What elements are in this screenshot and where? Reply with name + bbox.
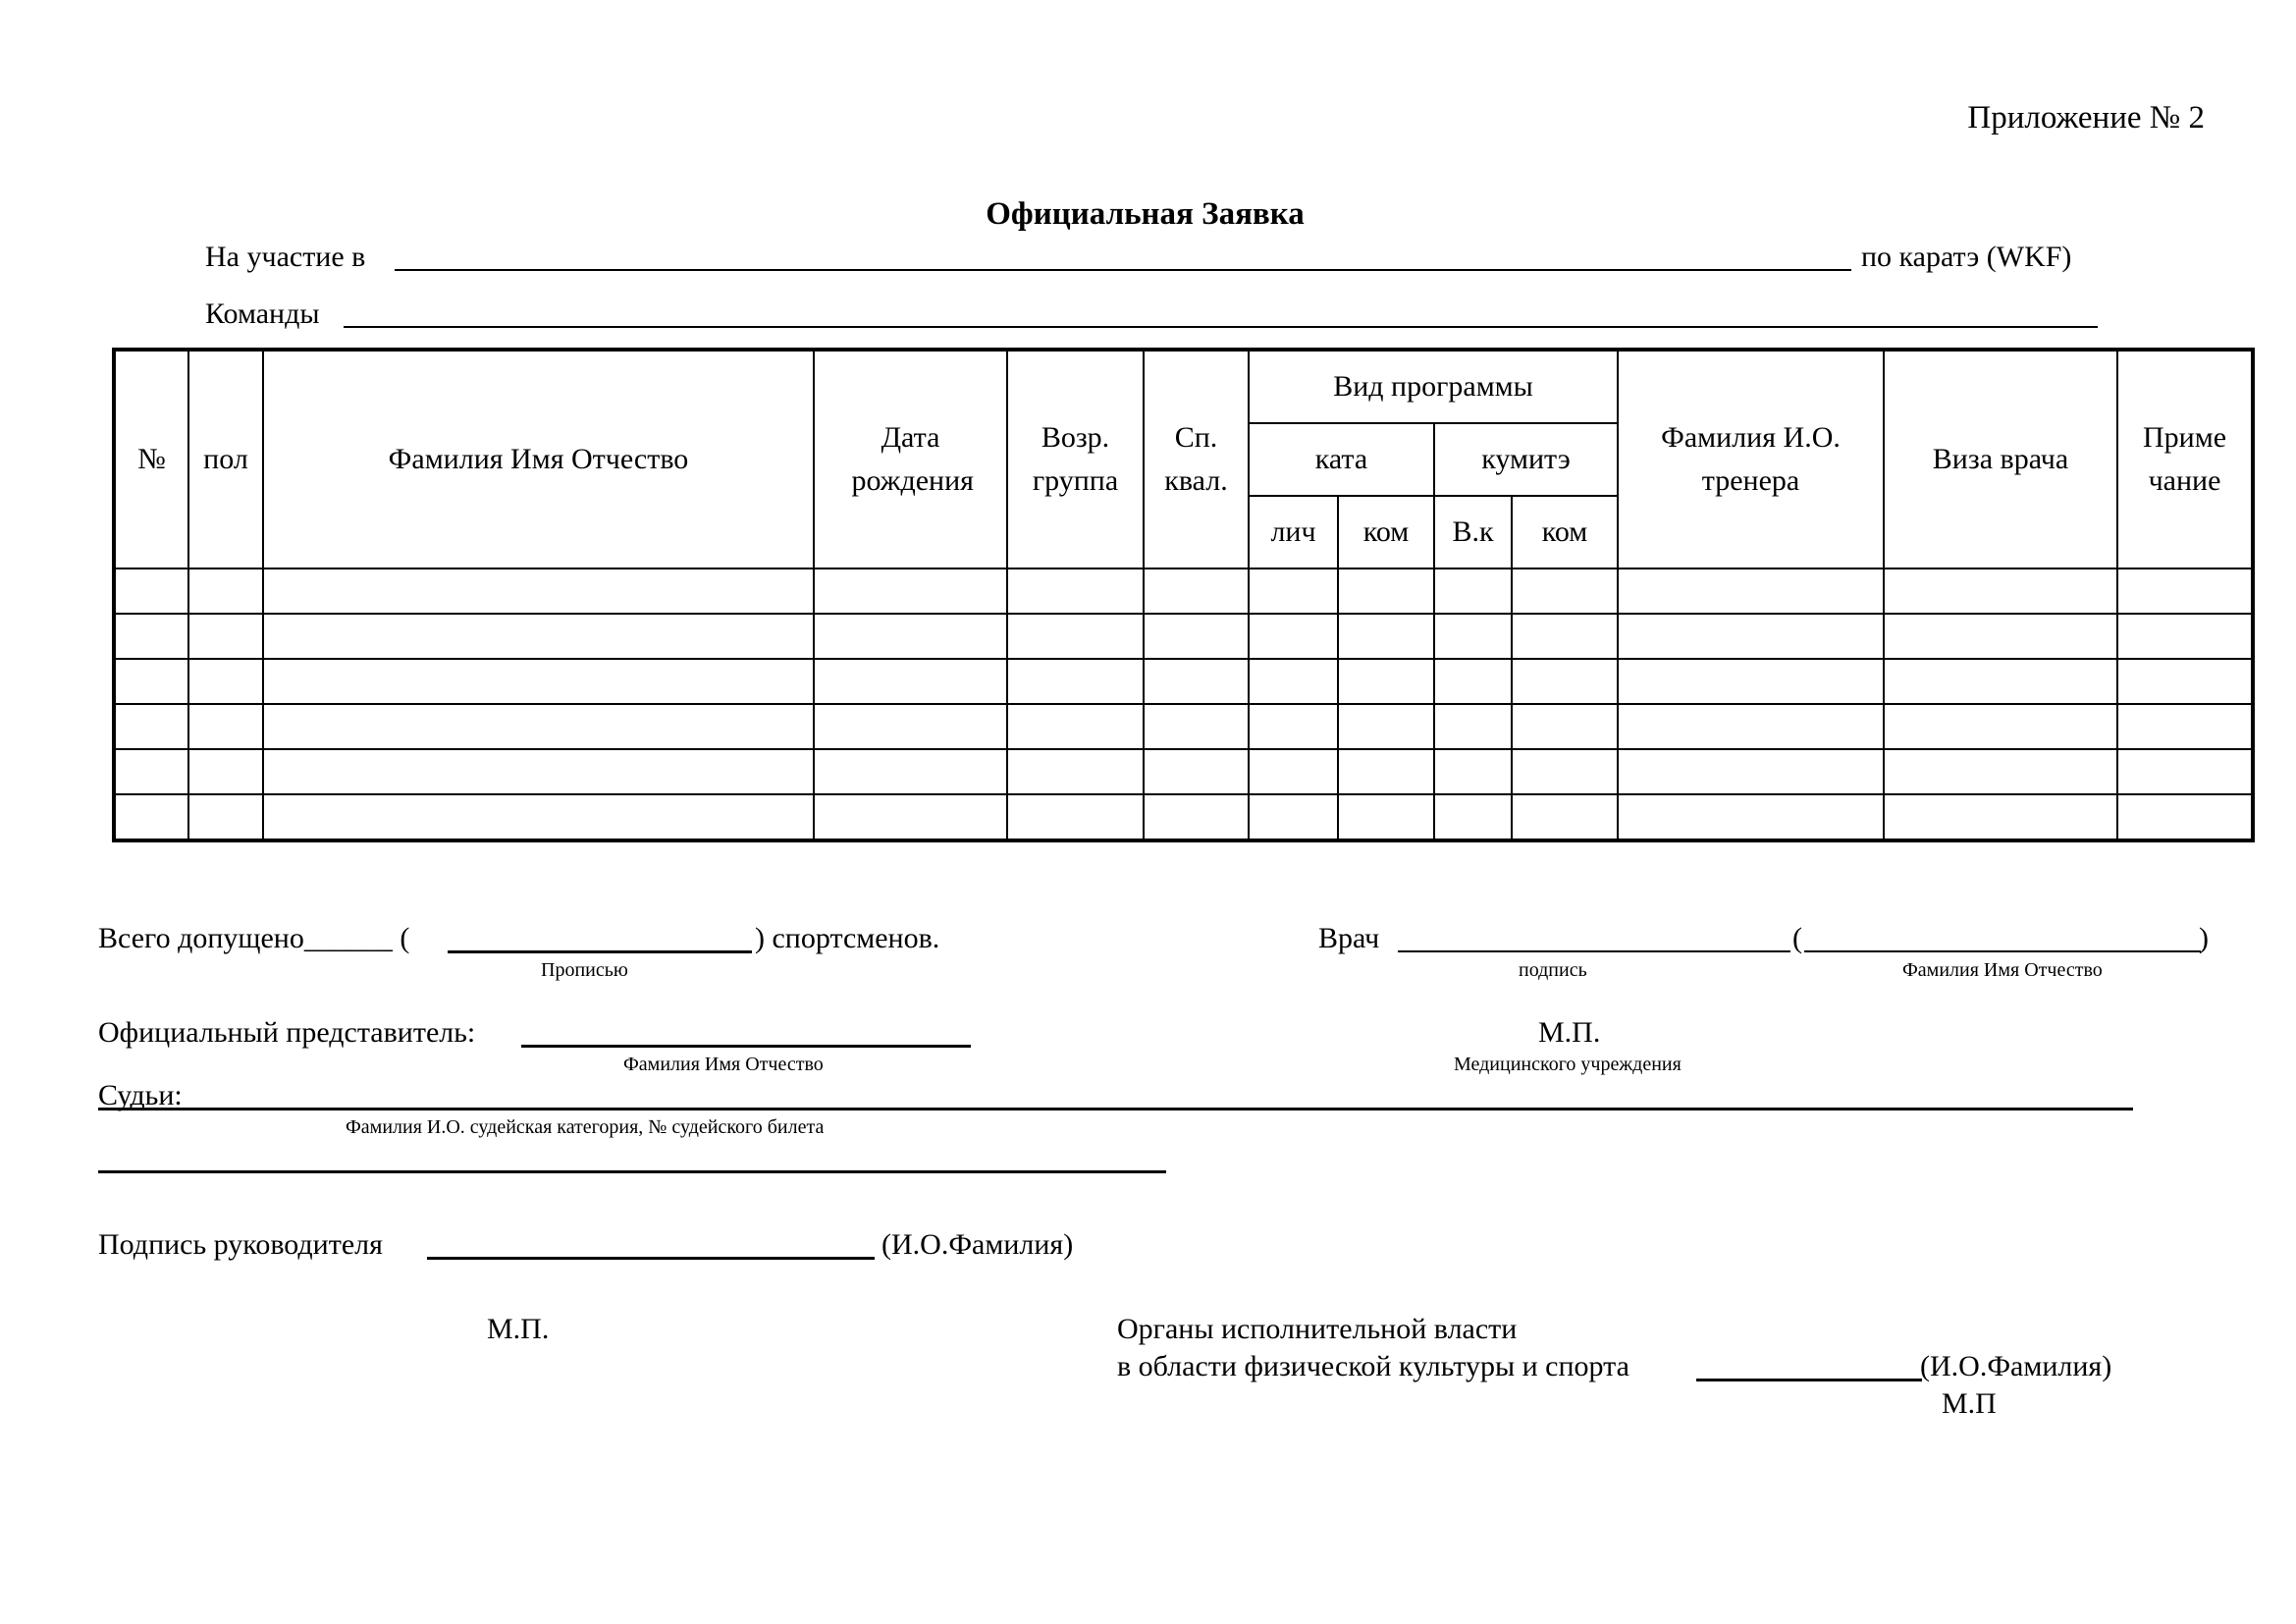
table-cell[interactable]: [263, 614, 814, 659]
table-cell[interactable]: [814, 568, 1007, 614]
table-cell[interactable]: [1618, 659, 1884, 704]
table-cell[interactable]: [1249, 659, 1338, 704]
table-cell[interactable]: [1884, 749, 2117, 794]
authority-fio: (И.О.Фамилия): [1920, 1350, 2112, 1382]
table-cell[interactable]: [263, 794, 814, 839]
table-cell[interactable]: [1249, 704, 1338, 749]
appendix-number: Приложение № 2: [1967, 100, 2205, 135]
header-doctor-visa: Виза врача: [1884, 351, 2117, 568]
team-label: Команды: [205, 298, 320, 330]
table-cell[interactable]: [1144, 749, 1249, 794]
total-admitted-blank[interactable]: [448, 950, 752, 953]
table-cell[interactable]: [2117, 794, 2252, 839]
authority-signature-blank[interactable]: [1696, 1379, 1922, 1381]
table-cell[interactable]: [1512, 794, 1618, 839]
table-cell[interactable]: [263, 568, 814, 614]
table-cell[interactable]: [2117, 749, 2252, 794]
table-cell[interactable]: [814, 749, 1007, 794]
table-cell[interactable]: [814, 659, 1007, 704]
authority-line-1: Органы исполнительной власти: [1117, 1313, 1518, 1345]
judges-caption: Фамилия И.О. судейская категория, № судейского билета: [346, 1116, 825, 1138]
table-cell[interactable]: [1338, 614, 1434, 659]
official-rep-caption: Фамилия Имя Отчество: [623, 1054, 824, 1075]
table-cell[interactable]: [1884, 614, 2117, 659]
table-row: [115, 568, 2252, 614]
participation-blank[interactable]: [395, 269, 1851, 271]
participation-label: На участие в: [205, 241, 366, 273]
judges-blank-2[interactable]: [98, 1170, 1166, 1173]
table-cell[interactable]: [1144, 794, 1249, 839]
table-cell[interactable]: [188, 659, 263, 704]
table-cell[interactable]: [1338, 749, 1434, 794]
header-num: №: [115, 351, 188, 568]
doctor-fio-blank[interactable]: [1804, 950, 2201, 952]
table-cell[interactable]: [1007, 794, 1144, 839]
table-row: [115, 794, 2252, 839]
table-cell[interactable]: [1144, 659, 1249, 704]
in-words-caption: Прописью: [541, 959, 628, 981]
header-note: Приме чание: [2117, 351, 2252, 568]
header-kumite: кумитэ: [1434, 423, 1618, 496]
table-cell[interactable]: [1618, 704, 1884, 749]
header-kumite-team: ком: [1512, 496, 1618, 568]
table-cell[interactable]: [2117, 614, 2252, 659]
table-cell[interactable]: [1512, 749, 1618, 794]
table-cell[interactable]: [1338, 704, 1434, 749]
header-coach: Фамилия И.О. тренера: [1618, 351, 1884, 568]
table-cell[interactable]: [1249, 568, 1338, 614]
signature-caption: подпись: [1519, 959, 1587, 981]
table-cell[interactable]: [1512, 659, 1618, 704]
table-cell[interactable]: [1618, 794, 1884, 839]
table-cell[interactable]: [1007, 659, 1144, 704]
header-age-group: Возр. группа: [1007, 351, 1144, 568]
header-kata-team: ком: [1338, 496, 1434, 568]
header-kata-individual: лич: [1249, 496, 1338, 568]
table-cell[interactable]: [1884, 794, 2117, 839]
header-sex: пол: [188, 351, 263, 568]
medical-caption: Медицинского учреждения: [1454, 1054, 1682, 1075]
table-row: [115, 659, 2252, 704]
table-cell[interactable]: [1338, 659, 1434, 704]
table-cell[interactable]: [1512, 568, 1618, 614]
doctor-label: Врач: [1318, 922, 1380, 954]
head-signature-blank[interactable]: [427, 1257, 875, 1260]
table-cell[interactable]: [1434, 794, 1512, 839]
doctor-signature-blank[interactable]: [1398, 950, 1790, 952]
table-cell[interactable]: [1618, 749, 1884, 794]
table-cell[interactable]: [1884, 568, 2117, 614]
table-cell[interactable]: [1007, 749, 1144, 794]
table-cell[interactable]: [1338, 568, 1434, 614]
table-cell[interactable]: [1512, 704, 1618, 749]
table-cell[interactable]: [115, 704, 188, 749]
judges-label: Судьи:: [98, 1079, 183, 1111]
official-rep-blank[interactable]: [521, 1045, 971, 1048]
medical-stamp-mark: М.П.: [1538, 1016, 1601, 1049]
doctor-close-paren: ): [2199, 922, 2209, 954]
table-cell[interactable]: [115, 794, 188, 839]
table-cell[interactable]: [814, 704, 1007, 749]
table-row: [115, 614, 2252, 659]
table-cell[interactable]: [1007, 568, 1144, 614]
header-program: Вид программы: [1249, 351, 1618, 423]
table-cell[interactable]: [814, 614, 1007, 659]
table-cell[interactable]: [263, 659, 814, 704]
table-cell[interactable]: [188, 749, 263, 794]
table-cell[interactable]: [263, 749, 814, 794]
table-cell[interactable]: [188, 568, 263, 614]
table-cell[interactable]: [188, 614, 263, 659]
table-row: [115, 749, 2252, 794]
header-sport-qual: Сп. квал.: [1144, 351, 1249, 568]
table-cell[interactable]: [814, 794, 1007, 839]
table-cell[interactable]: [1249, 614, 1338, 659]
right-stamp-mark: М.П: [1942, 1387, 1997, 1420]
table-cell[interactable]: [1884, 704, 2117, 749]
table-cell[interactable]: [1249, 794, 1338, 839]
table-cell[interactable]: [1007, 704, 1144, 749]
table-cell[interactable]: [1618, 614, 1884, 659]
table-cell[interactable]: [2117, 704, 2252, 749]
team-blank[interactable]: [344, 326, 2098, 328]
head-fio: (И.О.Фамилия): [881, 1228, 1074, 1261]
table-cell[interactable]: [188, 794, 263, 839]
table-cell[interactable]: [1144, 614, 1249, 659]
table-cell[interactable]: [1434, 659, 1512, 704]
table-cell[interactable]: [1618, 568, 1884, 614]
head-signature-label: Подпись руководителя: [98, 1228, 383, 1261]
total-admitted-end: ) спортсменов.: [755, 922, 940, 954]
header-birth-date: Дата рождения: [814, 351, 1007, 568]
table-cell[interactable]: [263, 704, 814, 749]
fio-caption: Фамилия Имя Отчество: [1902, 959, 2103, 981]
table-cell[interactable]: [115, 614, 188, 659]
table-cell[interactable]: [1007, 614, 1144, 659]
table-cell[interactable]: [115, 568, 188, 614]
table-cell[interactable]: [1144, 704, 1249, 749]
table-cell[interactable]: [2117, 659, 2252, 704]
total-admitted-label: Всего допущено______ (: [98, 922, 410, 954]
table-cell[interactable]: [2117, 568, 2252, 614]
table-cell[interactable]: [1884, 659, 2117, 704]
table-row: [115, 704, 2252, 749]
doctor-open-paren: (: [1792, 922, 1802, 954]
header-kumite-weight: В.к: [1434, 496, 1512, 568]
table-cell[interactable]: [1434, 568, 1512, 614]
table-cell[interactable]: [1338, 794, 1434, 839]
table-cell[interactable]: [188, 704, 263, 749]
header-full-name: Фамилия Имя Отчество: [263, 351, 814, 568]
table-cell[interactable]: [115, 749, 188, 794]
table-cell[interactable]: [1144, 568, 1249, 614]
authority-line-2: в области физической культуры и спорта: [1117, 1350, 1629, 1382]
table-cell[interactable]: [1434, 749, 1512, 794]
table-cell[interactable]: [115, 659, 188, 704]
table-cell[interactable]: [1512, 614, 1618, 659]
entry-table: [114, 350, 2253, 840]
table-cell[interactable]: [1434, 614, 1512, 659]
table-cell[interactable]: [1434, 704, 1512, 749]
participation-suffix: по каратэ (WKF): [1861, 241, 2072, 273]
official-rep-label: Официальный представитель:: [98, 1016, 476, 1049]
judges-blank[interactable]: [98, 1108, 2133, 1110]
header-kata: ката: [1249, 423, 1434, 496]
page-title: Официальная Заявка: [986, 196, 1305, 232]
table-cell[interactable]: [1249, 749, 1338, 794]
left-stamp-mark: М.П.: [487, 1313, 550, 1345]
